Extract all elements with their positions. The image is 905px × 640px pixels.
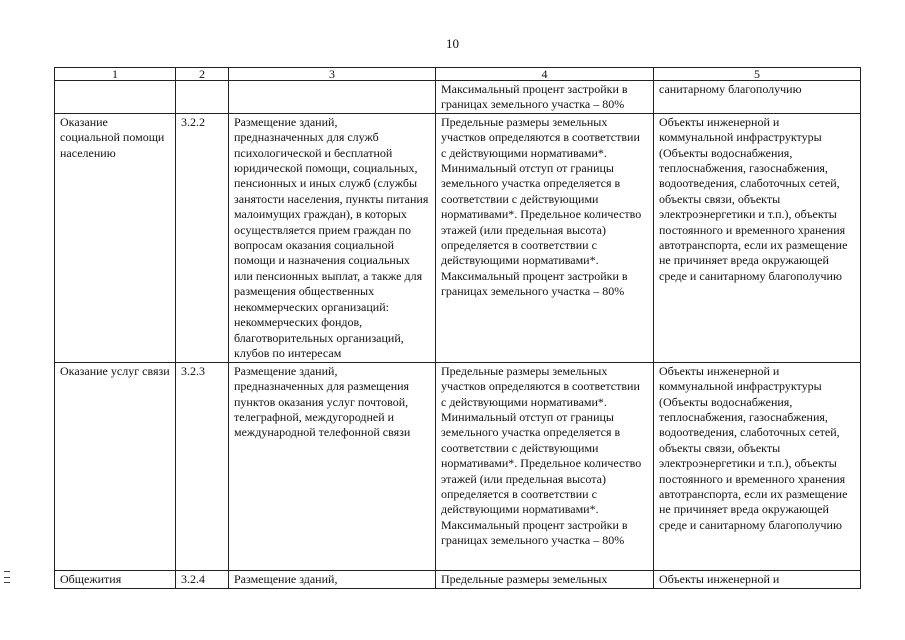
header-col-2: 2 [176,68,229,81]
row-name: Оказание социальной помощи населению [55,113,176,362]
row-description: Размещение зданий, [229,570,436,588]
header-col-5: 5 [654,68,861,81]
land-use-table [54,67,861,589]
row-auxiliary: Объекты инженерной и коммунальной инфраструктуры (Объекты водоснабжения, теплоснабжения, газоснабжения, водоотведения, слаботочных сетей, объекты связи, объекты электроэнергетики и т.п.), объекты постоянного и временного хранения автотранспорта, если их размещение не причиняет вреда окружающей среде и санитарному благополучию [654,113,861,362]
continuation-cell-1 [55,81,176,114]
table-row [55,570,861,588]
row-code: 3.2.3 [176,362,229,570]
continuation-parameters: Максимальный процент застройки в границах земельного участка – 80% [436,81,654,114]
table-row [55,113,861,362]
scan-margin-mark [4,582,10,583]
table-row-continuation [55,81,861,114]
continuation-cell-3 [229,81,436,114]
continuation-cell-2 [176,81,229,114]
row-description: Размещение зданий, предназначенных для служб психологической и бесплатной юридической помощи, социальных, пенсионных и иных служб (службы занятости населения, пункты питания малоимущих граждан), в которых осуществляется прием граждан по вопросам оказания социальной помощи и назначения социальных или пенсионных выплат, а также для размещения общественных некоммерческих организаций: некоммерческих фондов, благотворительных организаций, клубов по интересам [229,113,436,362]
row-parameters: Предельные размеры земельных [436,570,654,588]
header-col-3: 3 [229,68,436,81]
row-auxiliary: Объекты инженерной и [654,570,861,588]
row-name: Общежития [55,570,176,588]
row-code: 3.2.2 [176,113,229,362]
table-row [55,362,861,570]
scan-margin-mark [4,577,10,578]
row-auxiliary: Объекты инженерной и коммунальной инфраструктуры (Объекты водоснабжения, теплоснабжения, газоснабжения, водоотведения, слаботочных сетей, объекты связи, объекты электроэнергетики и т.п.), объекты постоянного и временного хранения автотранспорта, если их размещение не причиняет вреда окружающей среде и санитарному благополучию [654,362,861,570]
row-parameters: Предельные размеры земельных участков определяются в соответствии с действующими нормативами*. Минимальный отступ от границы земельного участка определяется в соответствии с действующими нормативами*. Предельное количество этажей (или предельная высота) определяется в соответствии с действующими нормативами*. Максимальный процент застройки в границах земельного участка – 80% [436,113,654,362]
page-number: 10 [446,36,459,51]
header-col-4: 4 [436,68,654,81]
scan-margin-mark [4,571,10,572]
row-parameters: Предельные размеры земельных участков определяются в соответствии с действующими нормативами*. Минимальный отступ от границы земельного участка определяется в соответствии с действующими нормативами*. Предельное количество этажей (или предельная высота) определяется в соответствии с действующими нормативами*. Максимальный процент застройки в границах земельного участка – 80% [436,362,654,570]
continuation-auxiliary: санитарному благополучию [654,81,861,114]
row-description: Размещение зданий, предназначенных для размещения пунктов оказания услуг почтовой, телеграфной, междугородней и международной телефонной связи [229,362,436,570]
header-col-1: 1 [55,68,176,81]
table-header-row [55,68,861,81]
row-code: 3.2.4 [176,570,229,588]
row-name: Оказание услуг связи [55,362,176,570]
